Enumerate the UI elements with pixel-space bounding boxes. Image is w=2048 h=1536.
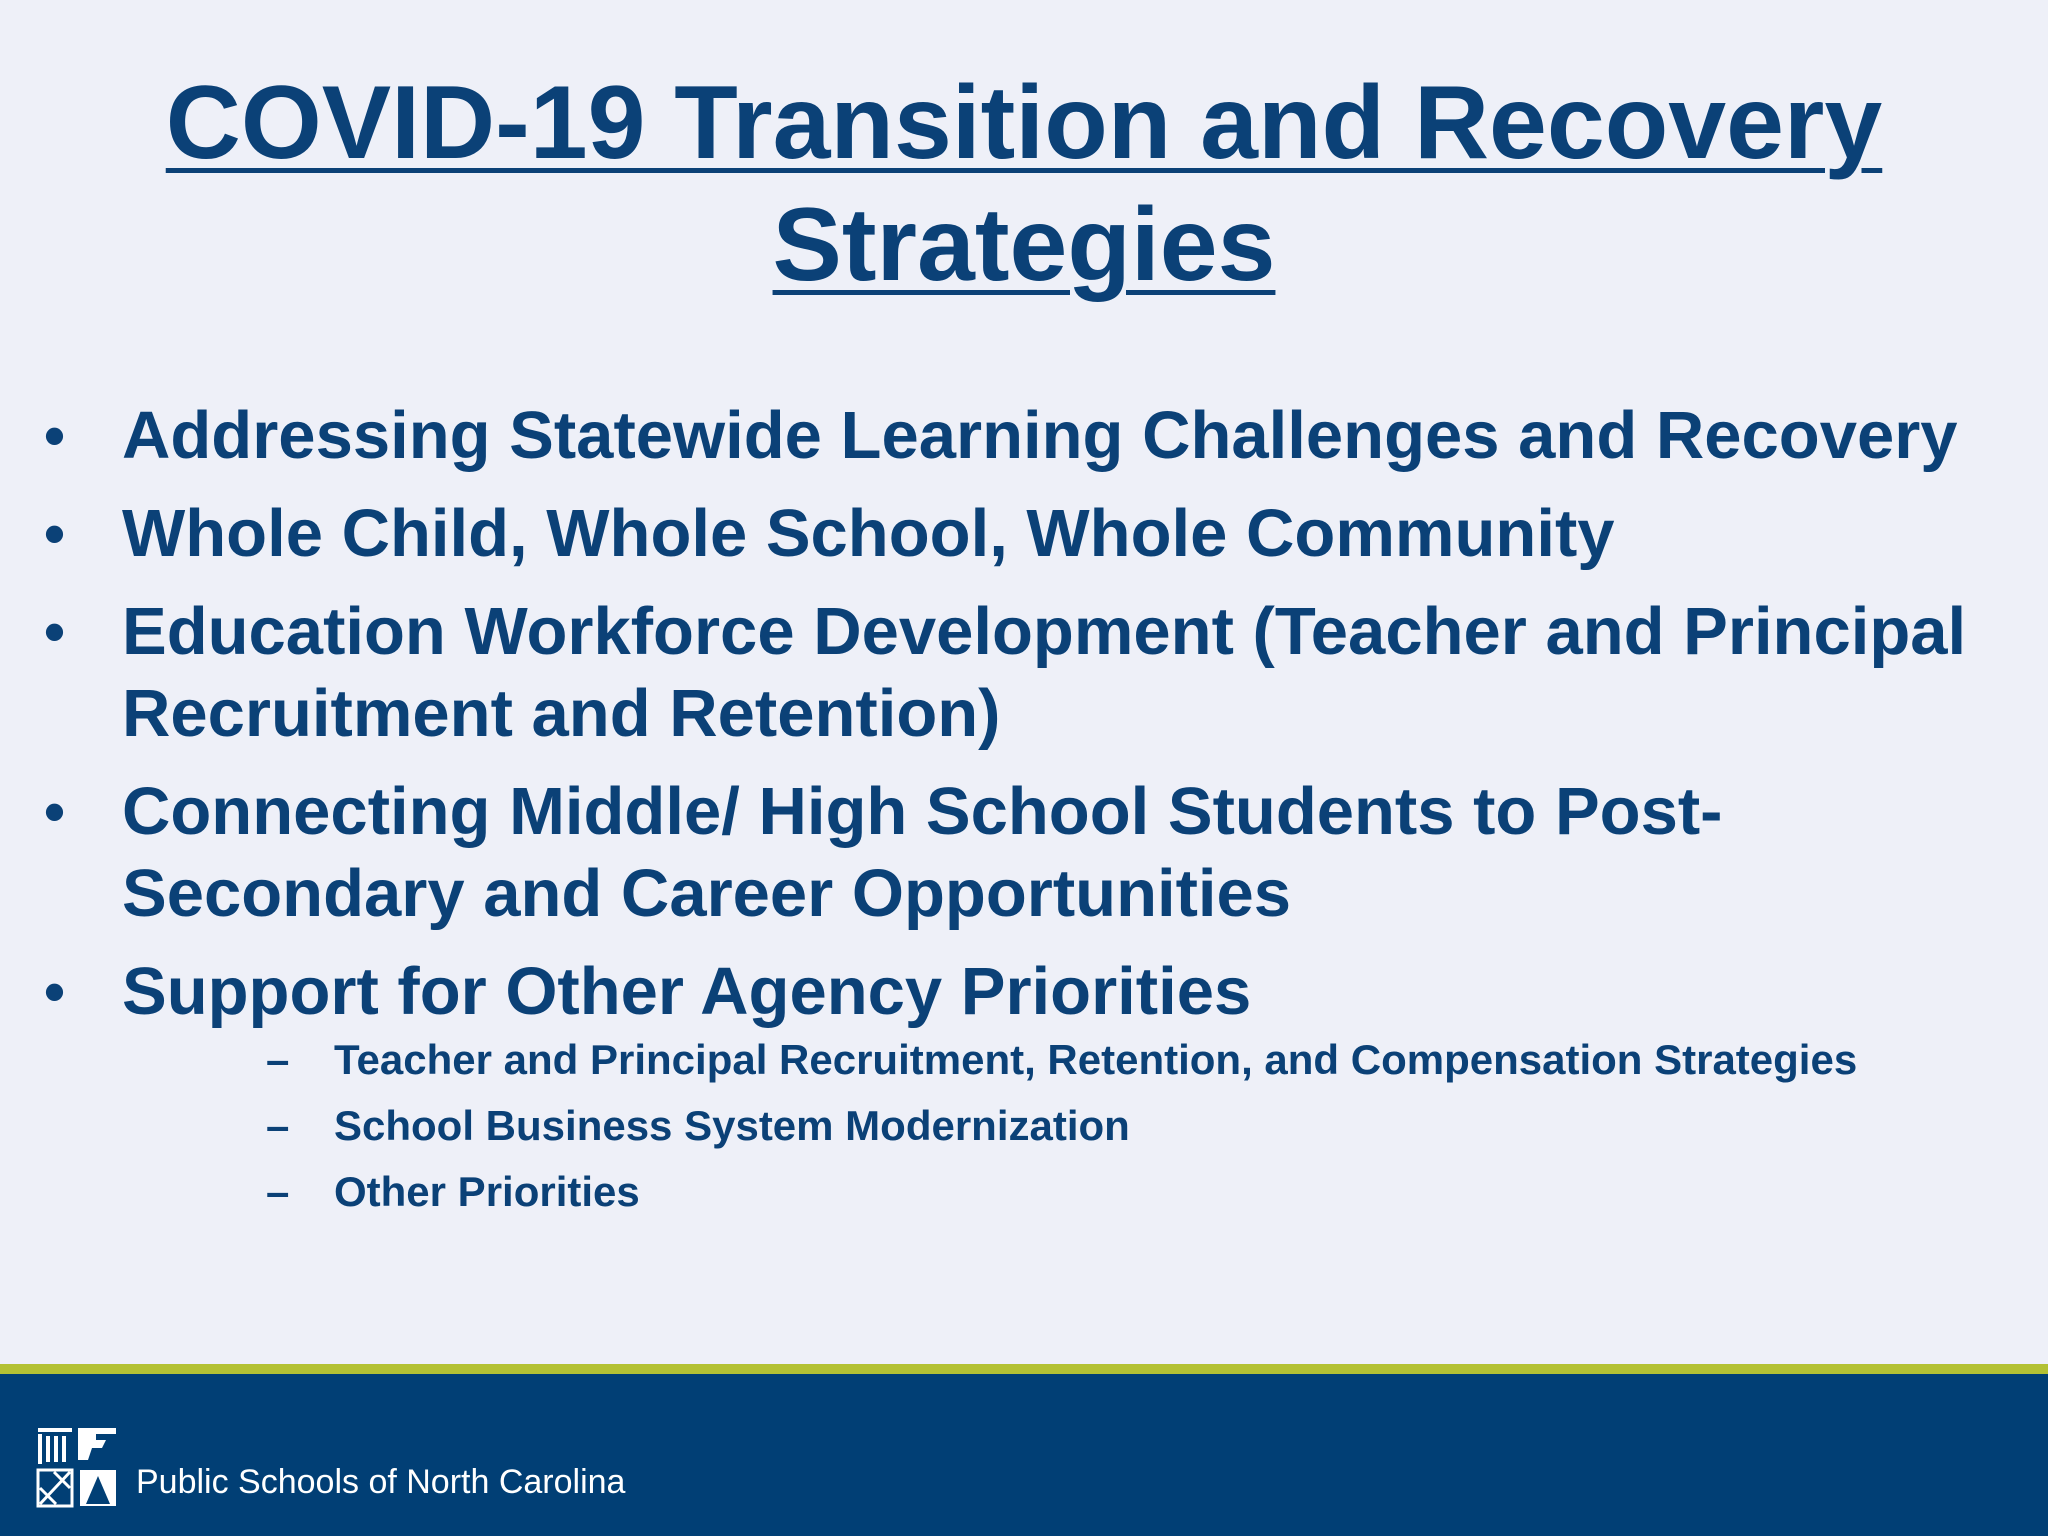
slide-title-line-1: COVID-19 Transition and Recovery <box>165 65 1883 181</box>
bullet-item <box>0 395 2048 477</box>
sub-bullet-list <box>122 1027 2048 1225</box>
bullet-dot-icon: • <box>44 958 66 1025</box>
sub-bullet-text: Other Priorities <box>334 1168 640 1215</box>
bullet-text: Secondary and Career Opportunities <box>122 856 1292 931</box>
bullet-text: Recruitment and Retention) <box>122 676 1001 751</box>
bullet-item <box>0 951 2048 1225</box>
footer-band <box>0 1374 2048 1536</box>
bullet-item <box>0 493 2048 575</box>
bullet-item <box>0 591 2048 755</box>
dash-icon: – <box>266 1102 290 1149</box>
bullet-text: Support for Other Agency Priorities <box>122 954 1252 1029</box>
footer-org-name: Public Schools of North Carolina <box>136 1463 626 1501</box>
footer <box>0 1364 2048 1536</box>
bullet-dot-icon: • <box>44 778 66 845</box>
bullet-item <box>0 771 2048 935</box>
footer-accent-rule <box>0 1364 2048 1374</box>
bullet-text: Addressing Statewide Learning Challenges and Recovery <box>122 398 1958 473</box>
bullet-dot-icon: • <box>44 598 66 665</box>
slide-title-line-2: Strategies <box>772 187 1276 303</box>
sub-bullet-text: School Business System Modernization <box>334 1102 1130 1149</box>
bullet-text: Whole Child, Whole School, Whole Community <box>122 496 1615 571</box>
slide-title <box>0 62 2048 306</box>
bullet-list <box>0 395 2048 1241</box>
sub-bullet-item <box>122 1027 2048 1093</box>
bullet-text: Education Workforce Development (Teacher and Principal <box>122 594 1967 669</box>
bullet-text: Connecting Middle/ High School Students to Post- <box>122 774 1723 849</box>
dash-icon: – <box>266 1036 290 1083</box>
sub-bullet-item <box>122 1093 2048 1159</box>
sub-bullet-item <box>122 1159 2048 1225</box>
nc-dpi-logo-icon <box>36 1426 118 1508</box>
sub-bullet-text: Teacher and Principal Recruitment, Retention, and Compensation Strategies <box>334 1036 1858 1083</box>
bullet-dot-icon: • <box>44 500 66 567</box>
dash-icon: – <box>266 1168 290 1215</box>
bullet-dot-icon: • <box>44 402 66 469</box>
